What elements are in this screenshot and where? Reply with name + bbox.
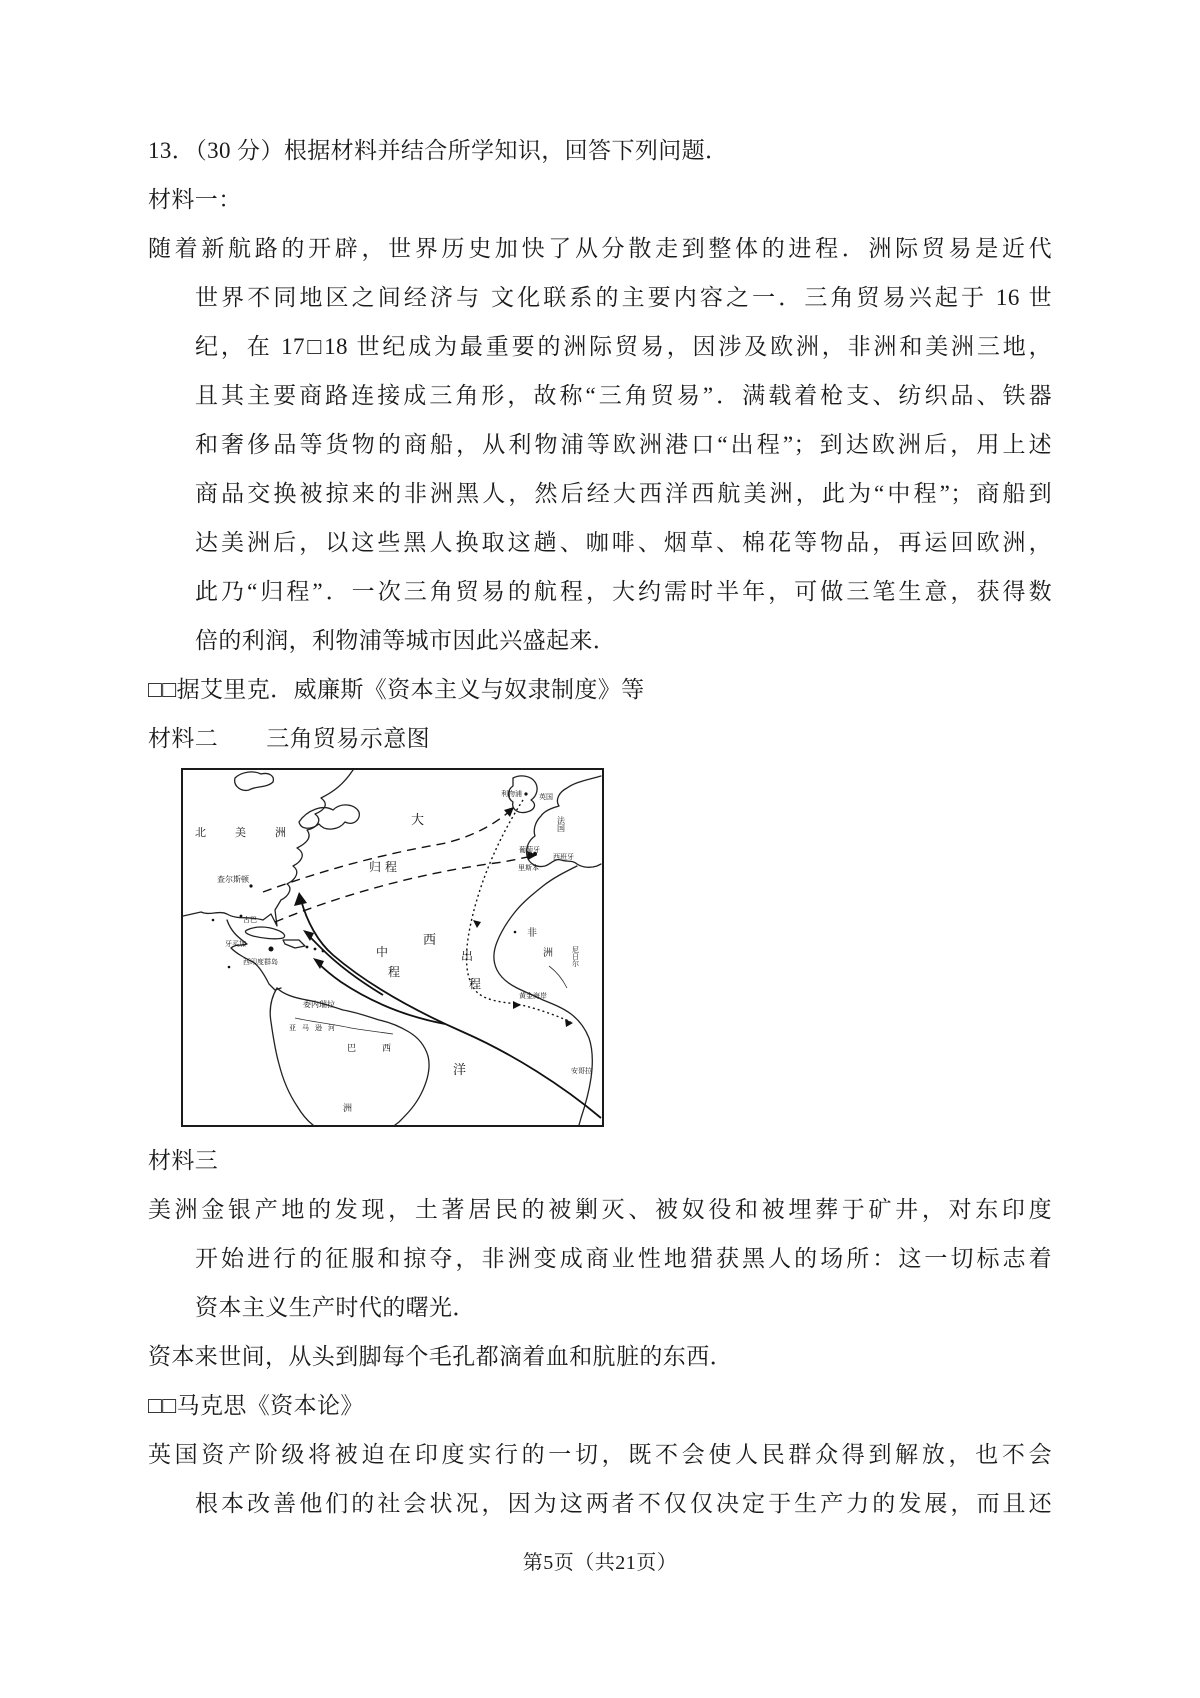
map-label-atlantic-xi: 西 <box>423 932 437 947</box>
map-label-gold-coast: 黄金海岸 <box>519 993 547 1000</box>
map-label-charleston: 查尔斯顿 <box>217 875 249 884</box>
material1-line: 纪，在 17□18 世纪成为最重要的洲际贸易，因涉及欧洲，非洲和美洲三地， <box>195 334 1052 359</box>
material1-line: 此乃“归程”．一次三角贸易的航程，大约需时半年，可做三笔生意，获得数 <box>195 579 1052 604</box>
map-label-venezuela: 委内瑞拉 <box>303 1000 335 1009</box>
map-label-south-america-zhou: 洲 <box>343 1103 353 1113</box>
material3-label: 材料三 <box>148 1148 219 1173</box>
map-label-brazil: 巴西 <box>347 1043 418 1053</box>
material3-line: 英国资产阶级将被迫在印度实行的一切，既不会使人民群众得到解放，也不会 <box>148 1442 1052 1467</box>
map-label-middle-route-2: 程 <box>388 965 401 979</box>
map-label-angola: 安哥拉 <box>571 1068 592 1075</box>
map-label-niger: 尼日尔 <box>571 946 579 967</box>
material1-line: 和奢侈品等货物的商船，从利物浦等欧洲港口“出程”；到达欧洲后，用上述 <box>195 432 1052 457</box>
material3-line: 开始进行的征服和掠夺，非洲变成商业性地猎获黑人的场所：这一切标志着 <box>195 1246 1052 1271</box>
map-label-liverpool: 利物浦 <box>501 791 522 798</box>
material1-label: 材料一： <box>148 187 242 212</box>
map-label-spain: 西班牙 <box>553 854 574 861</box>
map-label-africa-fei: 非 <box>527 928 537 939</box>
map-label-cuba: 古巴 <box>243 917 257 924</box>
trade-routes <box>249 800 601 1118</box>
material2-label: 材料二 <box>148 726 219 751</box>
map-label-lisbon: 里斯本 <box>518 865 539 872</box>
question-heading: 13．（30 分）根据材料并结合所学知识，回答下列问题． <box>148 138 729 163</box>
material1-line: 随着新航路的开辟，世界历史加快了从分散走到整体的进程．洲际贸易是近代 <box>148 236 1052 261</box>
map-label-north-america: 北美洲 <box>195 827 315 839</box>
map-label-britain: 英国 <box>539 794 553 801</box>
material3-quote: 资本来世间，从头到脚每个毛孔都滴着血和肮脏的东西． <box>148 1344 733 1369</box>
material3-line: 资本主义生产时代的曙光． <box>195 1295 476 1320</box>
map-label-atlantic-da: 大 <box>411 812 425 827</box>
map-label-return-route: 归程 <box>369 860 402 874</box>
material2-title: 三角贸易示意图 <box>266 726 431 751</box>
map-label-portugal: 葡萄牙 <box>519 847 540 854</box>
material3-line: 美洲金银产地的发现，土著居民的被剿灭、被奴役和被埋葬于矿井，对东印度 <box>148 1197 1052 1222</box>
map-label-outbound-2: 程 <box>469 977 482 991</box>
map-label-atlantic-yang: 洋 <box>453 1062 467 1077</box>
material1-source: □□据艾里克．威廉斯《资本主义与奴隶制度》等 <box>148 677 645 702</box>
material3-line: 根本改善他们的社会状况，因为这两者不仅仅决定于生产力的发展，而且还 <box>195 1491 1052 1516</box>
map-label-west-indies: 西印度群岛 <box>243 959 278 966</box>
middle-passage-route <box>301 900 601 1118</box>
triangular-trade-map <box>181 768 604 1127</box>
map-label-outbound-1: 出 <box>461 949 474 963</box>
map-label-africa-zhou: 洲 <box>543 948 553 959</box>
material2-heading <box>148 714 1052 763</box>
material1-line: 达美洲后，以这些黑人换取这趟、咖啡、烟草、棉花等物品，再运回欧洲， <box>195 530 1052 555</box>
map-label-france: 法国 <box>556 816 566 832</box>
map-svg <box>183 770 602 1125</box>
map-label-amazon-river: 亚马逊河 <box>289 1025 341 1032</box>
map-label-middle-route-1: 中 <box>376 945 389 959</box>
material1-line: 倍的利润，利物浦等城市因此兴盛起来． <box>195 628 617 653</box>
material1-line: 商品交换被掠来的非洲黑人，然后经大西洋西航美洲，此为“中程”；商船到 <box>195 481 1052 506</box>
page-footer: 第5页（共21页） <box>522 1552 678 1574</box>
material1-line: 且其主要商路连接成三角形，故称“三角贸易”．满载着枪支、纺织品、铁器 <box>195 383 1052 408</box>
material1-line: 世界不同地区之间经济与 文化联系的主要内容之一．三角贸易兴起于 16 世 <box>195 285 1052 310</box>
map-label-jamaica: 牙买加 <box>225 941 246 948</box>
material3-source: □□马克思《资本论》 <box>148 1393 364 1418</box>
